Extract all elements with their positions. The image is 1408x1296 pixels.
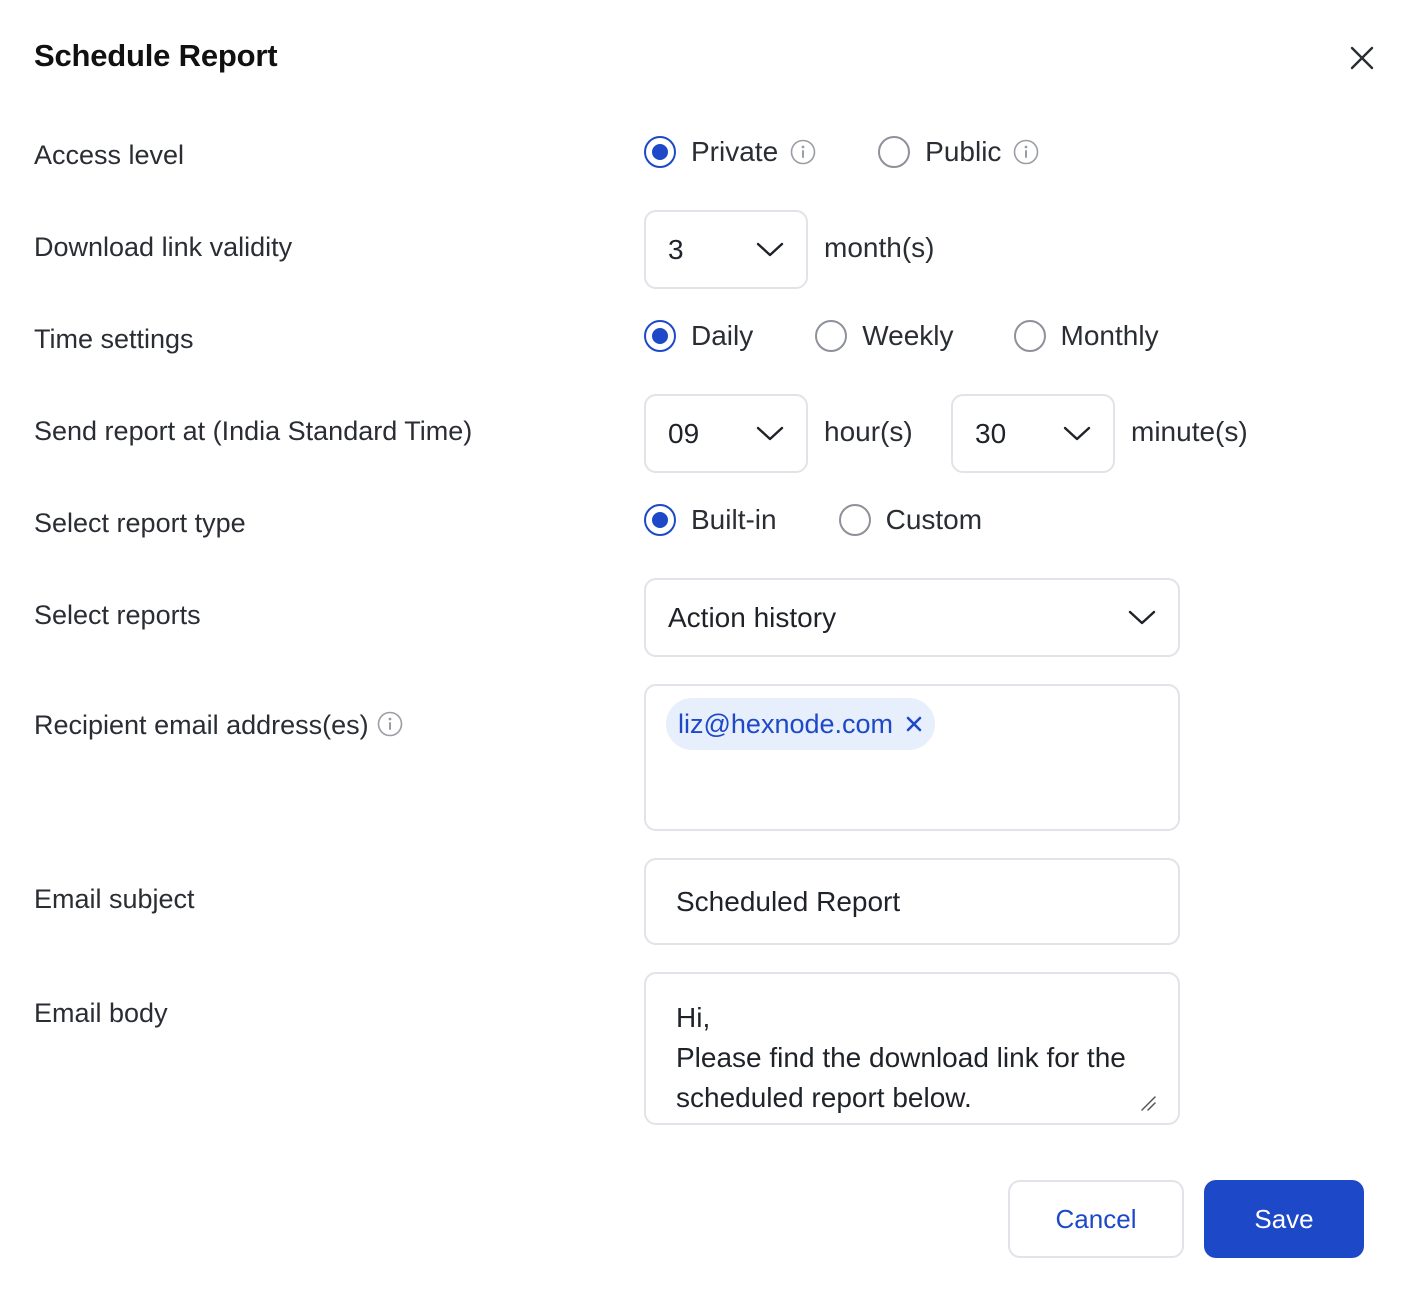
radio-circle	[644, 320, 676, 352]
send-report-at-label: Send report at (India Standard Time)	[34, 416, 473, 446]
radio-label-built-in: Built-in	[691, 504, 777, 535]
radio-circle	[644, 136, 676, 168]
validity-select[interactable]	[644, 210, 808, 289]
download-link-validity-label: Download link validity	[34, 232, 293, 262]
radio-circle	[815, 320, 847, 352]
close-icon[interactable]	[1344, 40, 1380, 76]
email-chip	[666, 698, 935, 750]
minute-unit: minute(s)	[1131, 416, 1248, 447]
radio-label-weekly: Weekly	[862, 320, 954, 351]
dialog-title: Schedule Report	[34, 38, 278, 73]
radio-public[interactable]	[878, 136, 1039, 168]
hour-unit: hour(s)	[824, 416, 913, 447]
radio-circle	[644, 504, 676, 536]
recipients-input[interactable]	[644, 684, 1180, 831]
radio-weekly[interactable]	[815, 320, 953, 352]
validity-unit: month(s)	[824, 232, 935, 263]
radio-built-in[interactable]	[644, 504, 777, 536]
validity-value: 3	[668, 233, 684, 265]
access-level-label: Access level	[34, 140, 185, 170]
info-icon[interactable]	[377, 711, 403, 737]
report-type-group	[644, 504, 982, 536]
time-settings-label: Time settings	[34, 324, 194, 354]
radio-circle	[878, 136, 910, 168]
radio-monthly[interactable]	[1014, 320, 1159, 352]
remove-chip-icon[interactable]	[905, 715, 923, 733]
email-subject-label: Email subject	[34, 884, 195, 914]
recipients-label-text: Recipient email address(es)	[34, 710, 369, 740]
email-body-textarea[interactable]	[644, 972, 1180, 1125]
radio-label-private: Private	[691, 136, 779, 167]
save-button[interactable]: Save	[1204, 1180, 1364, 1258]
email-subject-input[interactable]	[676, 860, 1156, 943]
chevron-down-icon	[1063, 426, 1091, 442]
chevron-down-icon	[756, 242, 784, 258]
email-body-text: Hi, Please find the download link for the scheduled report below.	[676, 1002, 1126, 1113]
radio-circle	[839, 504, 871, 536]
email-chip-label: liz@hexnode.com	[678, 708, 894, 739]
select-reports-label: Select reports	[34, 600, 201, 630]
radio-circle	[1014, 320, 1046, 352]
hour-value: 09	[668, 417, 700, 449]
recipients-label	[34, 710, 403, 741]
email-body-label: Email body	[34, 998, 168, 1028]
info-icon[interactable]	[790, 139, 816, 165]
email-subject-field	[644, 858, 1180, 945]
radio-label-custom: Custom	[885, 504, 983, 535]
info-icon[interactable]	[1013, 139, 1039, 165]
radio-label-public: Public	[925, 136, 1002, 167]
cancel-button[interactable]: Cancel	[1008, 1180, 1184, 1258]
time-settings-group	[644, 320, 1159, 352]
radio-custom[interactable]	[839, 504, 982, 536]
report-type-label: Select report type	[34, 508, 246, 538]
hour-select[interactable]	[644, 394, 808, 473]
radio-daily[interactable]	[644, 320, 753, 352]
reports-select[interactable]	[644, 578, 1180, 657]
radio-label-daily: Daily	[691, 320, 754, 351]
resize-handle-icon[interactable]	[1140, 1095, 1156, 1111]
radio-label-monthly: Monthly	[1060, 320, 1159, 351]
minute-select[interactable]	[951, 394, 1115, 473]
reports-value: Action history	[668, 601, 837, 633]
radio-private[interactable]	[644, 136, 816, 168]
access-level-group	[644, 136, 1039, 168]
chevron-down-icon	[1128, 610, 1156, 626]
chevron-down-icon	[756, 426, 784, 442]
minute-value: 30	[975, 417, 1007, 449]
